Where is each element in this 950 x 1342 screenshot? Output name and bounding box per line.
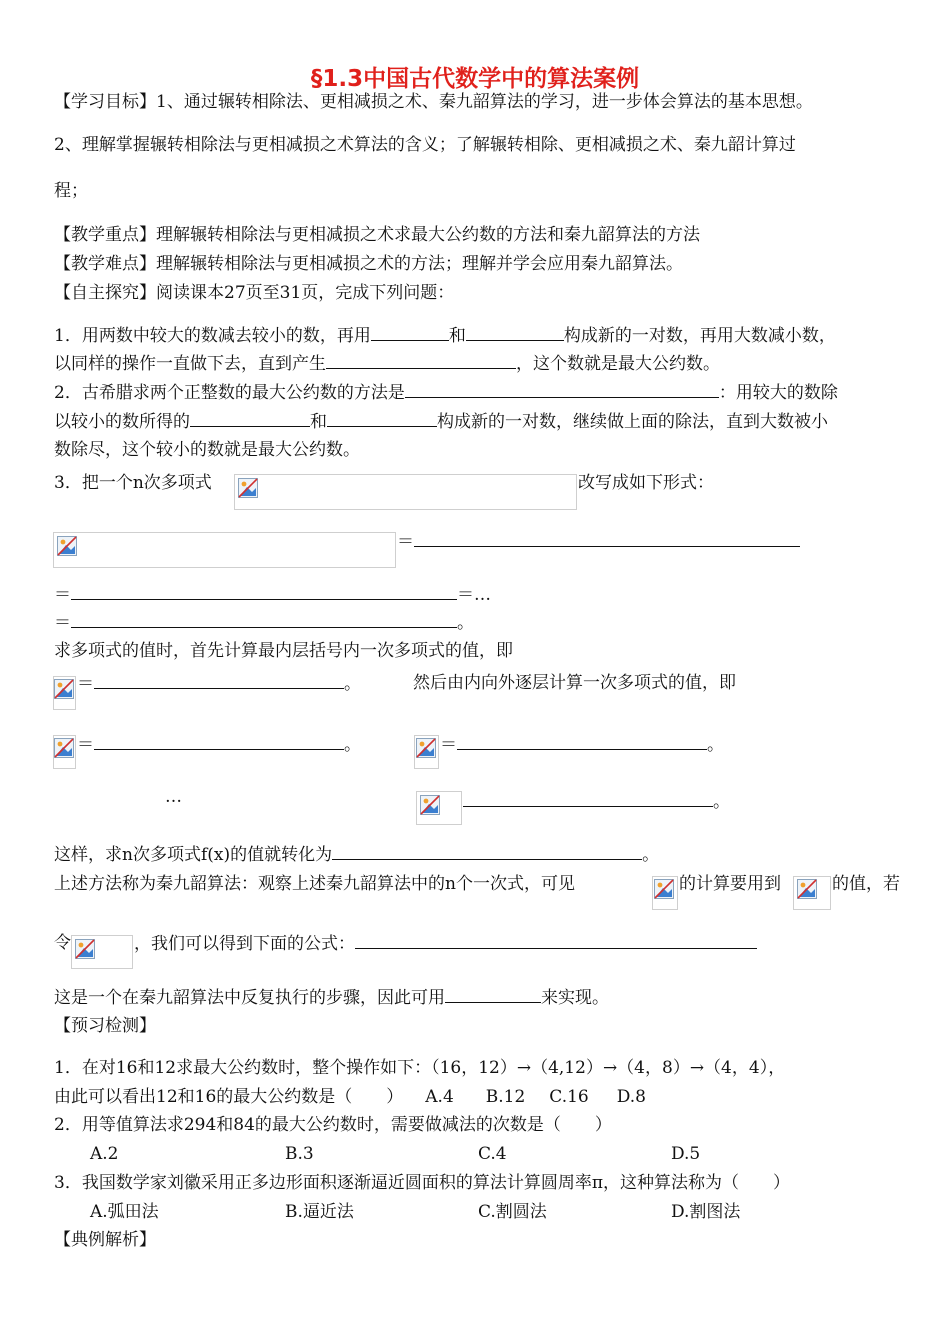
- objectives-tag: 【学习目标】: [54, 92, 156, 112]
- fill-blank[interactable]: [457, 733, 707, 750]
- fill-blank[interactable]: [445, 986, 541, 1003]
- formula-image: [414, 735, 439, 769]
- p2-option-c[interactable]: C.4: [478, 1144, 507, 1164]
- q3-innermost: 求多项式的值时，首先计算最内层括号内一次多项式的值，即: [54, 641, 513, 661]
- v3-line: ＝ 。: [440, 735, 724, 755]
- broken-image-icon: [654, 879, 674, 899]
- self-study: 【自主探究】阅读课本27页至31页，完成下列问题：: [54, 283, 455, 303]
- fill-blank[interactable]: [327, 410, 437, 427]
- fill-blank[interactable]: [463, 790, 713, 807]
- q3-transform: 这样，求n次多项式f(x)的值就转化为 。: [54, 845, 660, 865]
- formula-image: [793, 876, 831, 910]
- formula-image: [234, 474, 577, 510]
- v2-line: ＝ 。: [77, 735, 361, 755]
- q3-line1: 3．把一个n次多项式: [54, 473, 212, 493]
- q3-qin-line1: 上述方法称为秦九韶算法：观察上述秦九韶算法中的n个一次式，可见: [54, 874, 575, 894]
- fill-blank[interactable]: [371, 324, 449, 341]
- p3-option-a[interactable]: A.弧田法: [90, 1202, 159, 1222]
- eq-line1: ＝: [397, 530, 800, 553]
- fill-blank[interactable]: [71, 583, 457, 600]
- fill-blank[interactable]: [355, 932, 757, 949]
- p1-line1: 1．在对16和12求最大公约数时，整个操作如下：（16，12）→（4,12）→（4，8）→（4，4），: [54, 1058, 786, 1078]
- preview-tag: 【预习检测】: [54, 1016, 156, 1036]
- broken-image-icon: [54, 679, 74, 699]
- eq-line3: ＝ 。: [54, 613, 474, 633]
- broken-image-icon: [797, 879, 817, 899]
- v1-line: ＝ 。: [77, 674, 361, 694]
- q3-outward: 然后由内向外逐层计算一次多项式的值，即: [413, 673, 736, 693]
- p2-option-b[interactable]: B.3: [285, 1144, 314, 1164]
- fill-blank[interactable]: [414, 530, 800, 547]
- fill-blank[interactable]: [332, 843, 642, 860]
- p3-option-d[interactable]: D.割图法: [671, 1202, 741, 1222]
- q3-line1-tail: 改写成如下形式：: [578, 473, 714, 493]
- broken-image-icon: [420, 795, 440, 815]
- fill-blank[interactable]: [190, 410, 310, 427]
- formula-image: [71, 935, 133, 969]
- eq-line2: ＝ ＝…: [54, 585, 491, 605]
- formula-image: [53, 735, 76, 769]
- p2-option-d[interactable]: D.5: [671, 1144, 701, 1164]
- broken-image-icon: [238, 478, 258, 498]
- q3-let: 令: [54, 933, 71, 953]
- q2-line3: 数除尽，这个较小的数就是最大公约数。: [54, 440, 360, 460]
- fill-blank[interactable]: [466, 324, 564, 341]
- key-points: 【教学重点】理解辗转相除法与更相减损之术求最大公约数的方法和秦九韶算法的方法: [54, 225, 700, 245]
- objectives-line2: 2、理解掌握辗转相除法与更相减损之术算法的含义；了解辗转相除、更相减损之术、秦九韶计算过: [54, 135, 796, 155]
- p3-option-c[interactable]: C.割圆法: [478, 1202, 547, 1222]
- formula-image: [53, 532, 396, 568]
- broken-image-icon: [54, 738, 74, 758]
- p2-line: 2．用等值算法求294和84的最大公约数时，需要做减法的次数是（ ）: [54, 1115, 612, 1135]
- q3-loop-line: 这是一个在秦九韶算法中反复执行的步骤，因此可用 来实现。: [54, 988, 609, 1008]
- objectives-line1: 【学习目标】1、通过辗转相除法、更相减损之术、秦九韶算法的学习，进一步体会算法的基本思想。: [54, 92, 813, 112]
- examples-tag: 【典例解析】: [54, 1230, 156, 1250]
- q2-line1: 2．古希腊求两个正整数的最大公约数的方法是 ：用较大的数除: [54, 383, 838, 403]
- difficulties: 【教学难点】理解辗转相除法与更相减损之术的方法；理解并学会应用秦九韶算法。: [54, 254, 683, 274]
- ellipsis: …: [165, 787, 182, 807]
- fill-blank[interactable]: [405, 381, 719, 398]
- q1-line2: 以同样的操作一直做下去，直到产生 ，这个数就是最大公约数。: [54, 354, 720, 374]
- formula-image: [652, 876, 678, 910]
- broken-image-icon: [57, 536, 77, 556]
- p2-option-a[interactable]: A.2: [90, 1144, 119, 1164]
- broken-image-icon: [75, 939, 95, 959]
- fill-blank[interactable]: [94, 733, 344, 750]
- q3-formula-line: ，我们可以得到下面的公式：: [134, 932, 757, 955]
- broken-image-icon: [416, 738, 436, 758]
- formula-image: [416, 791, 462, 825]
- page-title: §1.3中国古代数学中的算法案例: [310, 66, 640, 92]
- vn-line: 。: [463, 790, 730, 813]
- option-b[interactable]: B.12: [485, 1087, 526, 1107]
- option-c[interactable]: C.16: [549, 1087, 589, 1107]
- q1-line1: 1．用两数中较大的数减去较小的数，再用 和 构成新的一对数，再用大数减小数，: [54, 326, 836, 346]
- formula-image: [53, 676, 76, 710]
- q3-qin-line1b: 的计算要用到: [679, 874, 781, 894]
- objectives-line2b: 程；: [54, 181, 88, 201]
- p1-line2: 由此可以看出12和16的最大公约数是（ ） A.4 B.12 C.16 D.8: [54, 1087, 646, 1107]
- option-a[interactable]: A.4: [425, 1087, 454, 1107]
- fill-blank[interactable]: [326, 352, 516, 369]
- p3-option-b[interactable]: B.逼近法: [285, 1202, 354, 1222]
- q3-qin-line1c: 的值，若: [832, 874, 900, 894]
- option-d[interactable]: D.8: [616, 1087, 646, 1107]
- fill-blank[interactable]: [94, 672, 344, 689]
- p3-line: 3．我国数学家刘徽采用正多边形面积逐渐逼近圆面积的算法计算圆周率π，这种算法称为（ ）: [54, 1173, 790, 1193]
- q2-line2: 以较小的数所得的 和 构成新的一对数，继续做上面的除法，直到大数被小: [54, 412, 828, 432]
- fill-blank[interactable]: [71, 611, 457, 628]
